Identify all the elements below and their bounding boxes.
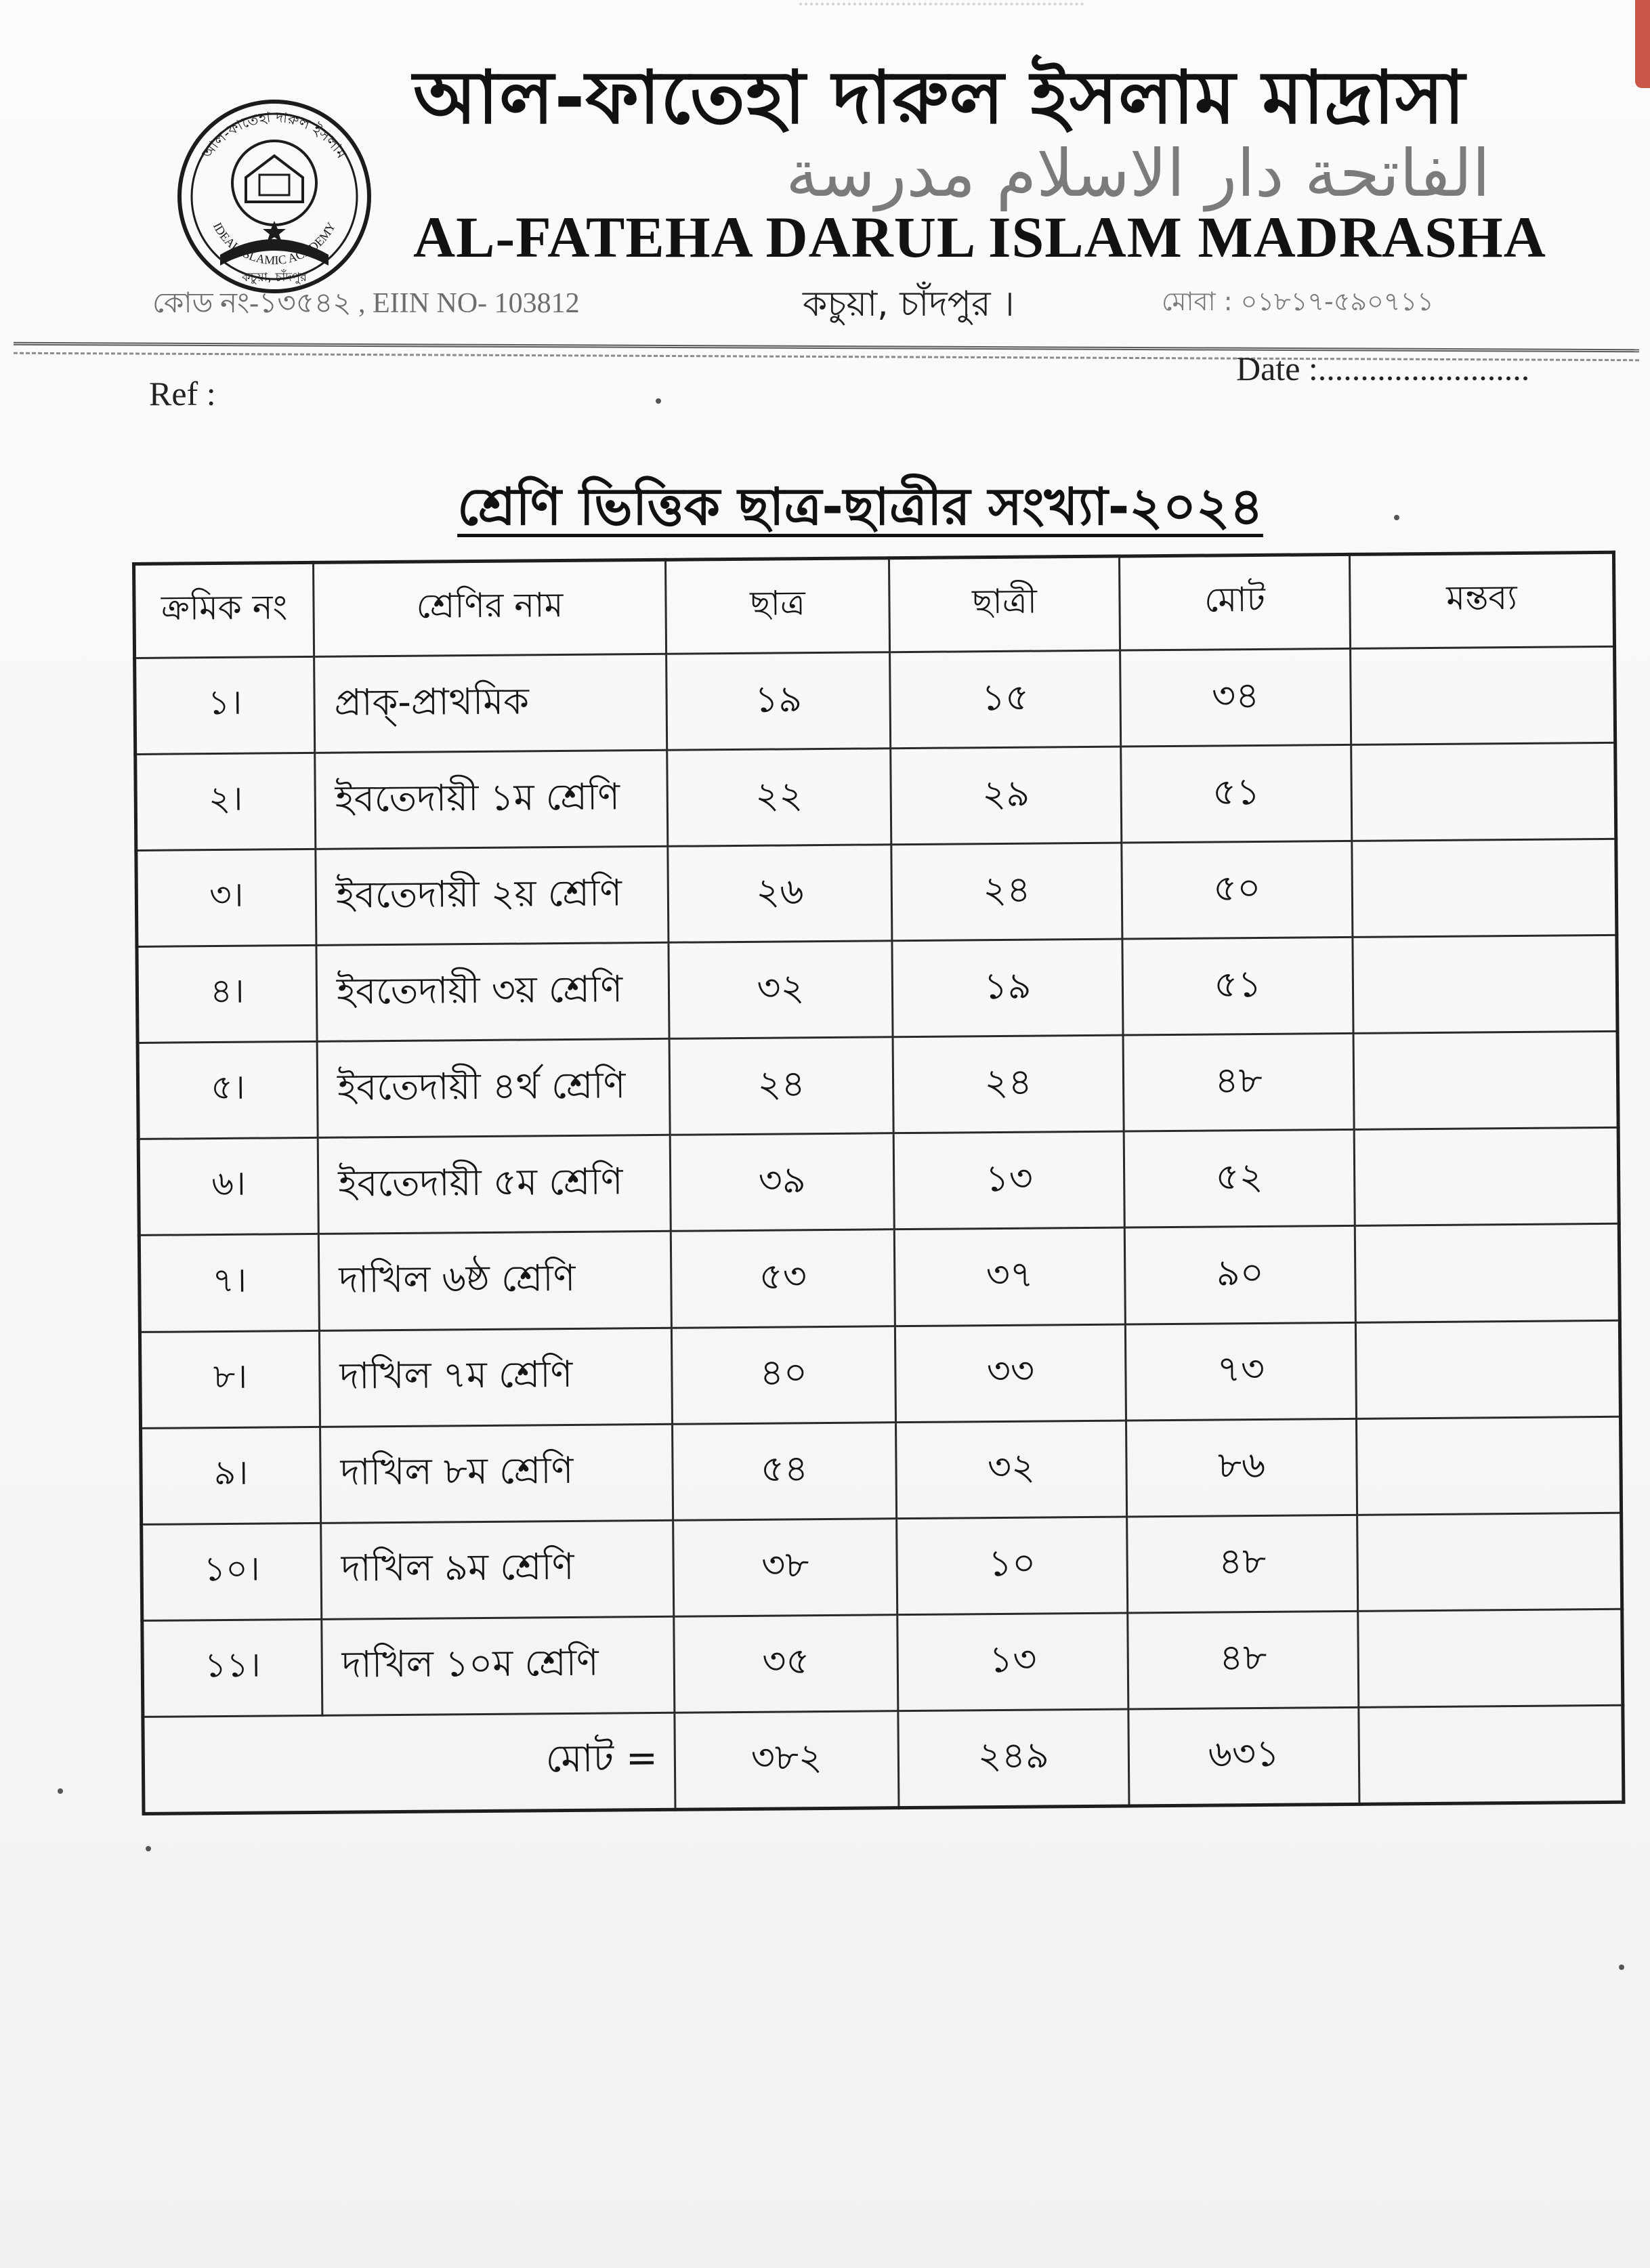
girls-cell: ১৫ [890, 650, 1121, 749]
table-row [142, 1513, 1622, 1620]
girls-cell: ১৩ [893, 1131, 1124, 1230]
stray-ink-dot [656, 398, 661, 404]
header-serial: ক্রমিক নং [134, 562, 314, 658]
table-row [136, 839, 1617, 946]
total-boys-cell: ৩৮২ [675, 1711, 899, 1810]
boys-cell: ৫৩ [671, 1230, 895, 1328]
girls-cell: ১০ [897, 1517, 1128, 1615]
boys-cell: ৫৪ [673, 1422, 897, 1520]
remark-cell [1351, 742, 1616, 841]
boys-cell: ১৯ [667, 652, 891, 751]
grand-total-cell: ৬৩১ [1128, 1707, 1359, 1806]
table-row [138, 1032, 1618, 1139]
class-name-cell: ইবতেদায়ী ২য় শ্রেণি [316, 846, 669, 945]
boys-cell: ২৬ [668, 845, 892, 943]
class-name-cell: দাখিল ৮ম শ্রেণি [320, 1424, 673, 1523]
serial-cell: ১১। [142, 1619, 322, 1717]
total-cell: ৫২ [1124, 1130, 1355, 1228]
table-row [140, 1320, 1620, 1428]
remark-cell [1358, 1609, 1623, 1707]
girls-cell: ২৪ [891, 843, 1122, 941]
total-cell: ৪৮ [1123, 1034, 1354, 1132]
date-label: Date :......................... [1236, 350, 1530, 387]
serial-cell: ৭। [139, 1234, 319, 1332]
remark-cell [1351, 646, 1615, 744]
boys-cell: ৩৫ [674, 1614, 898, 1713]
madrasa-name-english: AL-FATEHA DARUL ISLAM MADRASHA [413, 205, 1546, 270]
ref-label: Ref : [149, 375, 216, 413]
madrasa-name-bangla: আল-ফাতেহা দারুল ইসলাম মাদ্রাসা [413, 56, 1466, 140]
girls-cell: ২৪ [893, 1035, 1124, 1133]
table-row [138, 1128, 1619, 1236]
header-remarks: মন্তব্য [1349, 552, 1614, 648]
header-girls: ছাত্রী [889, 556, 1120, 652]
serial-cell: ৪। [137, 946, 317, 1043]
serial-cell: ৫। [138, 1042, 318, 1139]
header-class-name: শ্রেণির নাম [314, 560, 667, 656]
class-name-cell: দাখিল ১০ম শ্রেণি [322, 1616, 675, 1715]
total-remark-cell [1359, 1705, 1624, 1804]
class-name-cell: দাখিল ৬ষ্ঠ শ্রেণি [318, 1232, 671, 1330]
total-cell: ৫০ [1122, 841, 1353, 940]
remark-cell [1353, 936, 1617, 1034]
madrasa-seal-logo [173, 95, 376, 298]
stray-ink-dot [146, 1846, 151, 1851]
serial-cell: ৮। [140, 1330, 320, 1428]
girls-cell: ৩২ [896, 1421, 1127, 1519]
total-cell: ৮৬ [1126, 1419, 1357, 1517]
class-name-cell: দাখিল ৭ম শ্রেণি [319, 1328, 672, 1427]
girls-cell: ১৩ [897, 1613, 1128, 1711]
address: কচুয়া, চাঁদপুর । [803, 284, 1015, 324]
table-row [135, 742, 1616, 850]
remark-cell [1357, 1513, 1622, 1611]
red-edge-mark [1635, 0, 1650, 88]
total-label-cell: মোট = [143, 1713, 675, 1813]
total-cell: ৪৮ [1127, 1515, 1358, 1613]
boys-cell: ২২ [667, 749, 891, 847]
boys-cell: ৩৯ [670, 1133, 894, 1232]
student-count-table [132, 551, 1622, 1815]
table-row [135, 646, 1615, 754]
girls-cell: ৩৩ [895, 1324, 1126, 1423]
table-row [142, 1609, 1623, 1717]
total-cell: ৫১ [1122, 938, 1353, 1036]
table-total-row [143, 1705, 1624, 1813]
total-cell: ৩৪ [1120, 648, 1351, 747]
remark-cell [1355, 1224, 1620, 1322]
total-cell: ৭৩ [1125, 1322, 1356, 1421]
girls-cell: ৩৭ [894, 1227, 1125, 1326]
seal-bottom-text: কচুয়া, চাঁদপুর [241, 270, 308, 285]
class-name-cell: ইবতেদায়ী ৪র্থ শ্রেণি [317, 1039, 670, 1138]
remark-cell [1354, 1128, 1619, 1226]
header-boys: ছাত্র [665, 558, 889, 654]
contact-line [152, 276, 1541, 324]
total-girls-cell: ২৪৯ [898, 1709, 1129, 1808]
serial-cell: ৬। [138, 1138, 318, 1236]
remark-cell [1353, 1032, 1618, 1130]
stray-ink-dot [1619, 1965, 1624, 1970]
remark-cell [1352, 839, 1617, 937]
header-total: মোট [1119, 554, 1350, 650]
girls-cell: ১৯ [892, 939, 1123, 1037]
remark-cell [1355, 1320, 1620, 1419]
class-name-cell: প্রাক্-প্রাথমিক [314, 654, 667, 753]
serial-cell: ৩। [136, 849, 316, 947]
document-title: শ্রেণি ভিত্তিক ছাত্র-ছাত্রীর সংখ্যা-২০২৪ [457, 476, 1263, 537]
boys-cell: ৪০ [671, 1326, 895, 1424]
stray-ink-dot [1394, 515, 1399, 520]
total-cell: ৪৮ [1128, 1611, 1359, 1709]
mobile-number: মোবা : ০১৮১৭-৫৯০৭১১ [1162, 287, 1434, 316]
serial-cell: ৯। [141, 1427, 321, 1524]
total-cell: ৫১ [1121, 744, 1352, 843]
stray-ink-dot [58, 1788, 63, 1794]
table-header-row [134, 552, 1615, 658]
seal-top-text: আল-ফাতেহা দারুল ইসলাম [198, 108, 350, 162]
girls-cell: ২৯ [891, 747, 1122, 845]
boys-cell: ২৪ [669, 1037, 893, 1135]
table-row [137, 936, 1617, 1043]
total-cell: ৯০ [1124, 1226, 1355, 1324]
class-name-cell: ইবতেদায়ী ৫ম শ্রেণি [318, 1135, 671, 1234]
boys-cell: ৩৮ [673, 1518, 897, 1616]
class-name-cell: ইবতেদায়ী ১ম শ্রেণি [315, 750, 668, 849]
code-eiin: কোড নং-১৩৫৪২ , EIIN NO- 103812 [152, 288, 580, 319]
remark-cell [1356, 1416, 1621, 1515]
serial-cell: ১০। [142, 1523, 322, 1620]
table-row [141, 1416, 1622, 1524]
class-name-cell: ইবতেদায়ী ৩য় শ্রেণি [316, 943, 669, 1042]
boys-cell: ৩২ [669, 941, 893, 1039]
faint-top-marking [799, 3, 1084, 26]
serial-cell: ২। [135, 753, 316, 850]
table-row [139, 1224, 1620, 1332]
class-name-cell: দাখিল ৯ম শ্রেণি [321, 1520, 674, 1619]
serial-cell: ১। [135, 656, 315, 754]
seal-ring-text: IDEAL ISLAMIC ACADEMY [210, 219, 339, 268]
madrasa-name-arabic: الفاتحة دار الاسلام مدرسة [786, 135, 1490, 211]
